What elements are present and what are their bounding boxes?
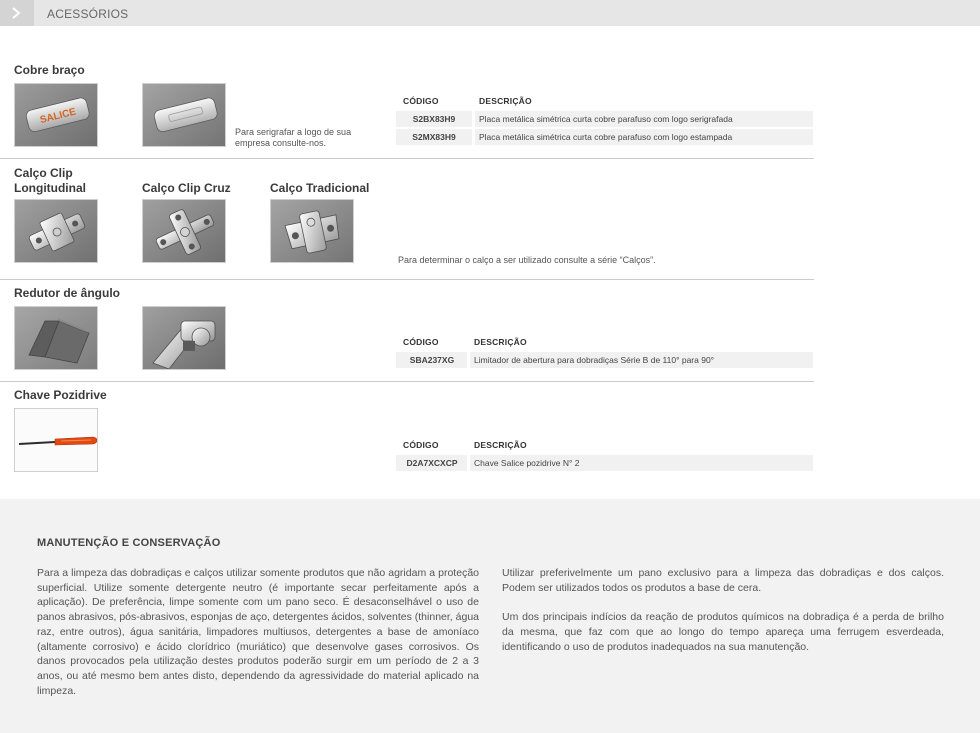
section-title-cobre: Cobre braço — [14, 63, 85, 77]
maintenance-right-text-1: Utilizar preferivelmente um pano exclusivo para a limpeza das dobradiças e dos calços. Podem ser utilizados todos os produtos a base de cera. — [502, 567, 944, 594]
table-row — [396, 129, 813, 145]
section-title-calco-tradicional: Calço Tradicional — [270, 181, 370, 195]
maintenance-right-text-2: Um dos principais indícios da reação de produtos químicos na dobradiça é a perda de brilho da mesma, que faz com que ao longo do tempo apareça uma ferrugem esverdeada, identificando o uso de produtos inadequados na sua manutenção. — [502, 611, 944, 653]
divider — [0, 158, 814, 159]
section-title-calco-cruz: Calço Clip Cruz — [142, 181, 231, 195]
chevron-right-icon[interactable] — [0, 0, 34, 26]
salice-logo-text: SALICE — [38, 106, 78, 127]
row-desc: Chave Salice pozidrive N° 2 — [474, 458, 580, 468]
header-bar — [0, 0, 980, 26]
cobre-table — [396, 96, 814, 146]
page-title: ACESSÓRIOS — [47, 7, 129, 21]
screwdriver-image — [14, 408, 98, 472]
cobre-note: Para serigrafar a logo de sua empresa consulte-nos. — [235, 127, 352, 148]
maintenance-right-column — [502, 566, 944, 669]
calco-note: Para determinar o calço a ser utilizado consulte a série “Calços”. — [398, 255, 656, 265]
row-desc: Placa metálica simétrica curta cobre parafuso com logo estampada — [479, 132, 733, 142]
col-desc-header: DESCRIÇÃO — [479, 96, 532, 106]
maintenance-left-column — [37, 566, 479, 713]
hinge-with-reducer-image — [142, 306, 226, 370]
redutor-table — [396, 337, 814, 371]
angle-reducer-image — [14, 306, 98, 370]
col-code-header: CÓDIGO — [403, 337, 439, 347]
row-code: S2MX83H9 — [412, 132, 456, 142]
table-row — [396, 352, 813, 368]
divider — [0, 381, 814, 382]
maintenance-section — [0, 499, 980, 733]
col-code-header: CÓDIGO — [403, 96, 439, 106]
maintenance-title: MANUTENÇÃO E CONSERVAÇÃO — [37, 537, 221, 549]
row-desc: Limitador de abertura para dobradiças Série B de 110° para 90° — [474, 355, 715, 365]
table-row — [396, 111, 813, 127]
row-code: S2BX83H9 — [412, 114, 456, 124]
table-row — [396, 455, 813, 471]
mounting-plate-cruz-image — [142, 199, 226, 263]
section-title-chave: Chave Pozidrive — [14, 388, 107, 402]
mounting-plate-tradicional-image — [270, 199, 354, 263]
maintenance-left-text: Para a limpeza das dobradiças e calços utilizar somente produtos que não agridam a proteção superficial. Utilize somente detergente neutro (é importante secar perfeitamente após a aplicação). De preferência, limpe somente com um pano seco. É desaconselhável o uso de panos abrasivos, pós-abrasivos, esponjas de aço, detergentes ácidos, solventes (thinner, água raz, entre outros), água sanitária, limpadores multiusos, detergentes a base de amoníaco (altamente corrosivo) e ácido clorídrico (muriático) que desenvolve gases corrosivos. Os danos provocados pela utilização destes produtos poderão surgir em um período de 2 a 3 anos, ou até mesmo bem antes disto, dependendo da agressividade do material aplicado na limpeza. — [37, 567, 479, 697]
cover-plate-logo-image — [14, 83, 98, 147]
row-desc: Placa metálica simétrica curta cobre parafuso com logo serigrafada — [479, 114, 733, 124]
section-title-redutor: Redutor de ângulo — [14, 286, 120, 300]
cover-plate-stamped-image — [142, 83, 226, 147]
col-desc-header: DESCRIÇÃO — [474, 337, 527, 347]
col-code-header: CÓDIGO — [403, 440, 439, 450]
mounting-plate-longitudinal-image — [14, 199, 98, 263]
divider — [0, 279, 814, 280]
section-title-calco-longitudinal: Calço Clip Longitudinal — [14, 166, 86, 195]
row-code: SBA237XG — [409, 355, 455, 365]
col-desc-header: DESCRIÇÃO — [474, 440, 527, 450]
chave-table — [396, 440, 814, 474]
row-code: D2A7XCXCP — [406, 458, 458, 468]
